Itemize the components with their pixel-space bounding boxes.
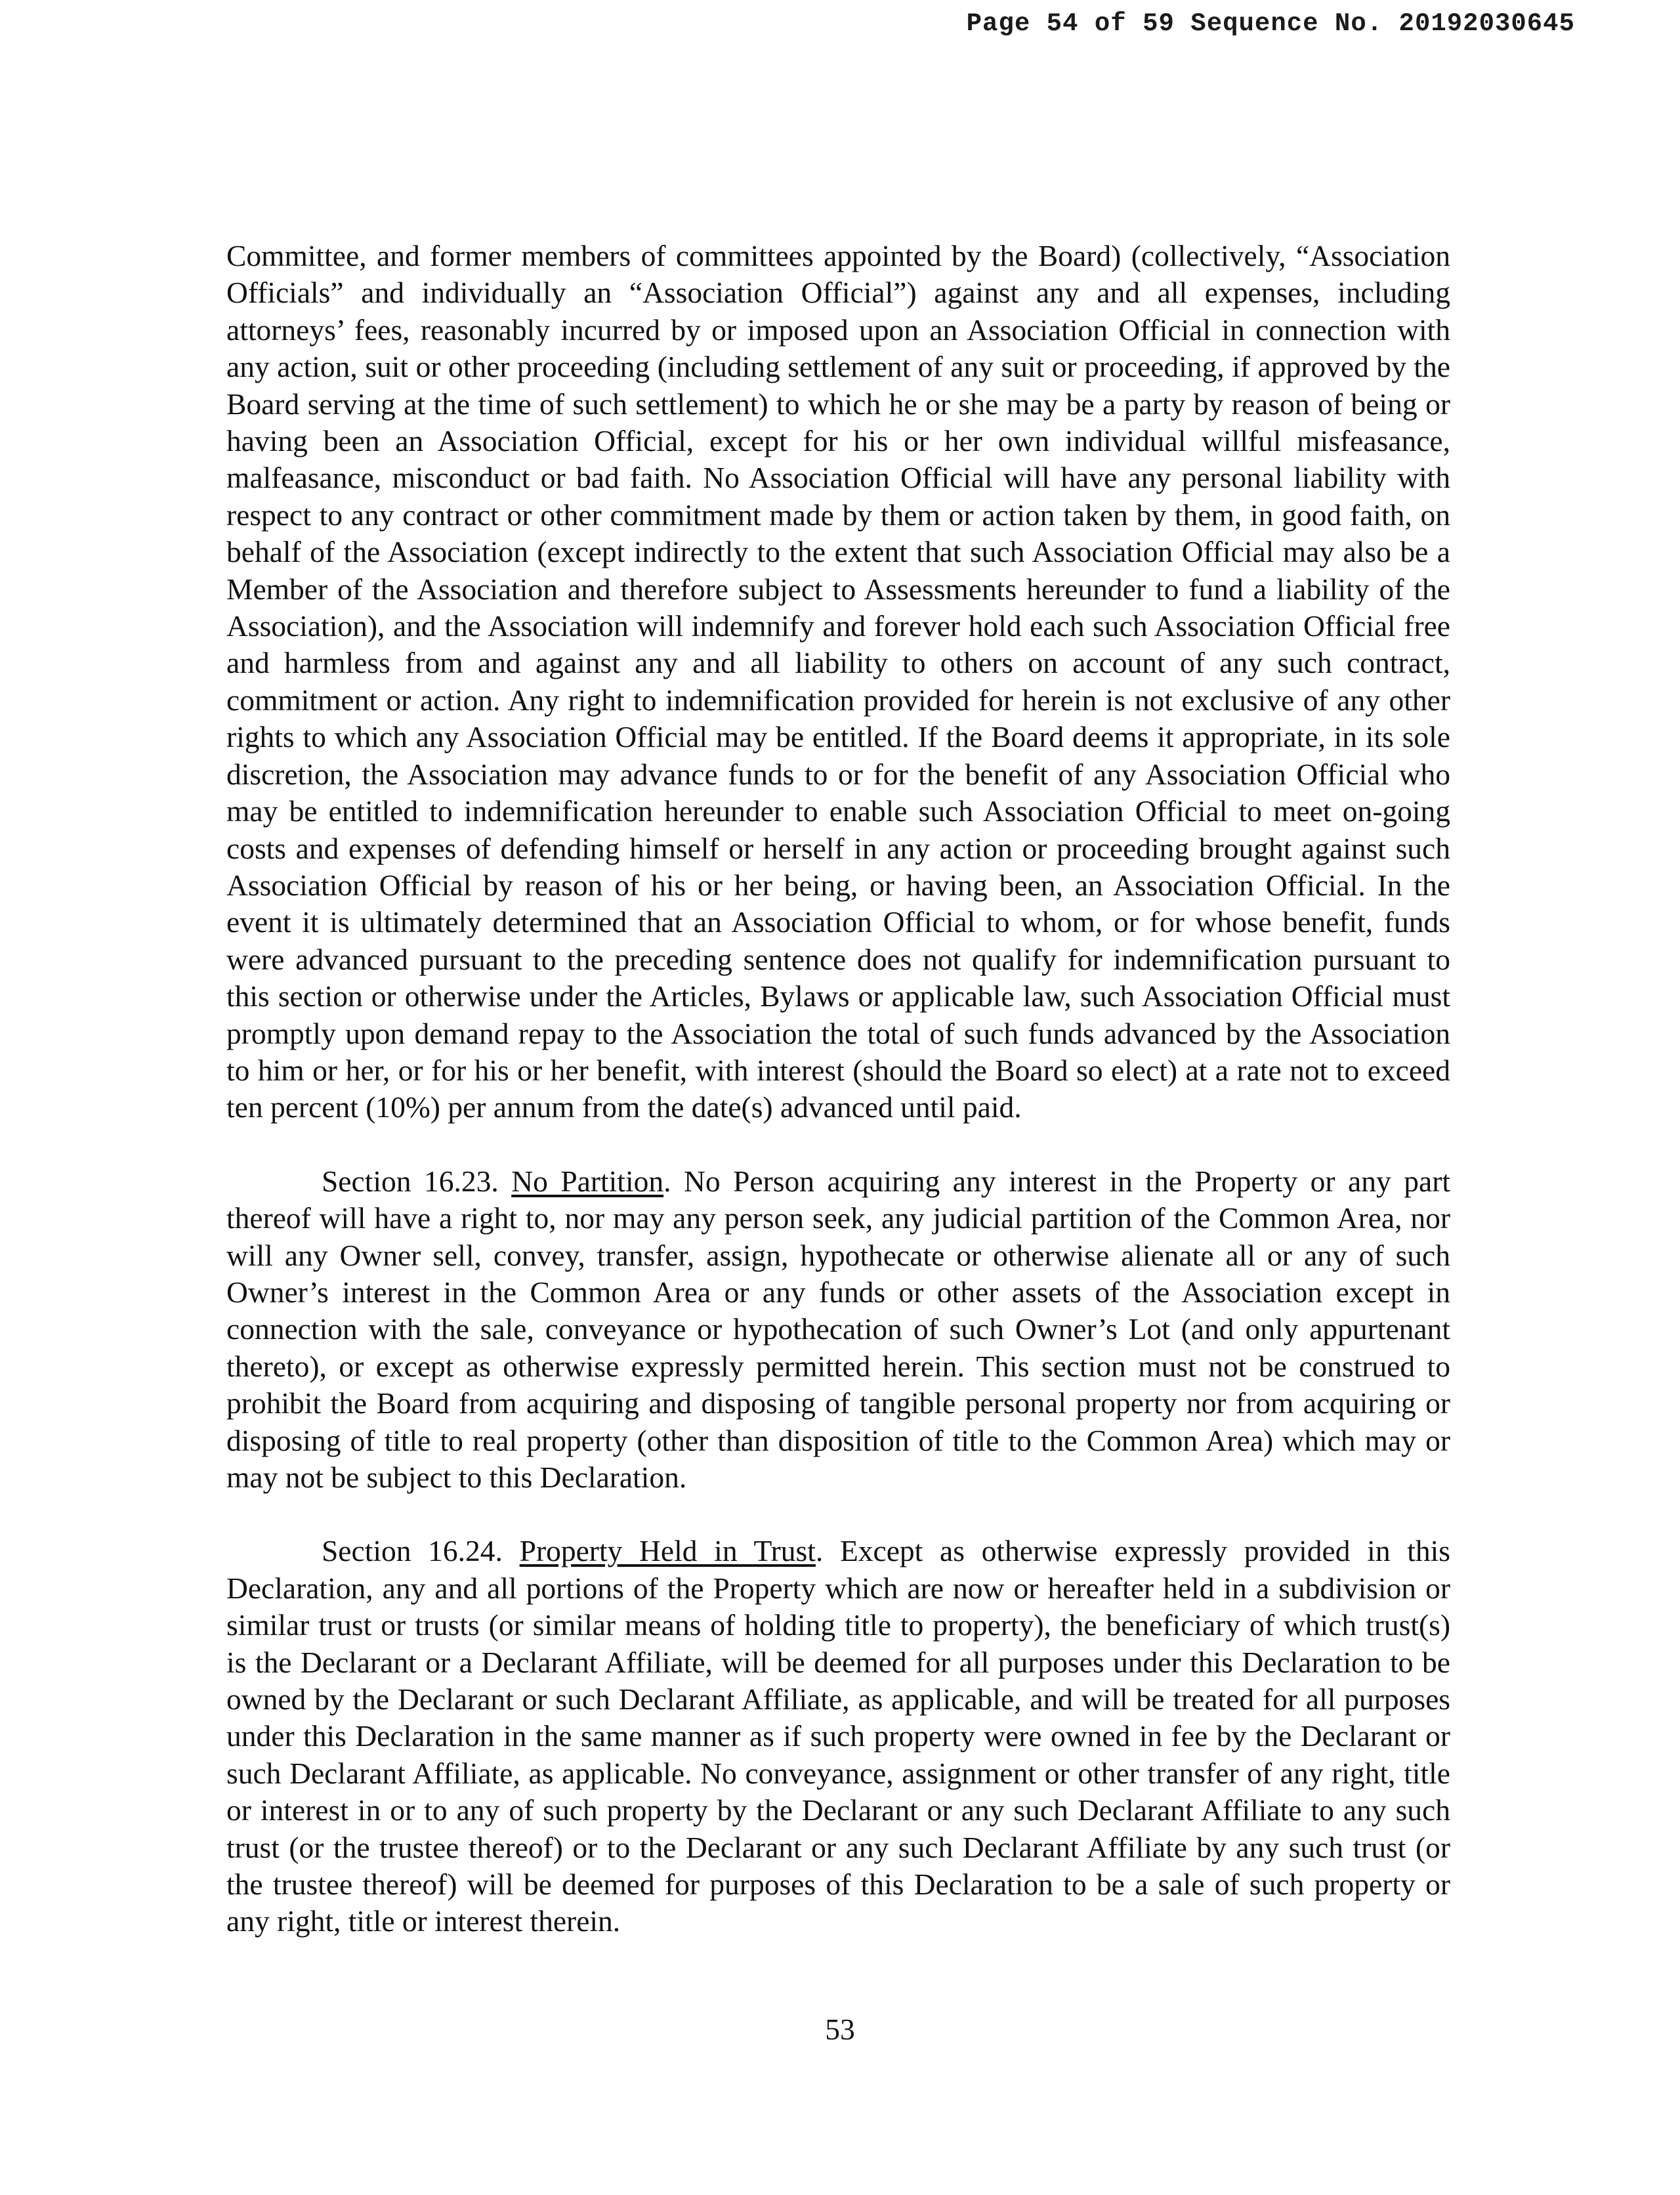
document-body <box>226 238 1450 1977</box>
section-heading-property-held-in-trust: Property Held in Trust <box>519 1534 816 1568</box>
page-sequence-header: Page 54 of 59 Sequence No. 20192030645 <box>966 9 1575 38</box>
section-heading-no-partition: No Partition <box>511 1164 664 1198</box>
paragraph-text: . Except as otherwise expressly provided in this Declaration, any and all portions of the Property which are now or hereafter held in a subdivision or similar trust or trusts (or similar means of holding title to property), the beneficiary of which trust(s) is the Declarant or a Declarant Affiliate, will be deemed for all purposes under this Declaration to be owned by the Declarant or such Declarant Affiliate, as applicable, and will be treated for all purposes under this Declaration in the same manner as if such property were owned in fee by the Declarant or such Declarant Affiliate, as applicable. No conveyance, assignment or other transfer of any right, title or interest in or to any of such property by the Declarant or any such Declarant Affiliate to any such trust (or the trustee thereof) or to the Declarant or any such Declarant Affiliate by any such trust (or the trustee thereof) will be deemed for purposes of this Declaration to be a sale of such property or any right, title or interest therein. <box>226 1534 1451 1938</box>
section-16-24-paragraph <box>226 1533 1450 1940</box>
section-16-23-paragraph <box>226 1163 1450 1497</box>
paragraph-indemnification-continued <box>226 238 1450 1126</box>
paragraph-text: . No Person acquiring any interest in the Property or any part thereof will have a right to, nor may any person seek, any judicial partition of the Common Area, nor will any Owner sell, convey, transfer, assign, hypothecate or otherwise alienate all or any of such Owner’s interest in the Common Area or any funds or other assets of the Association except in connection with the sale, conveyance or hypothecation of such Owner’s Lot (and only appurtenant thereto), or except as otherwise expressly permitted herein. This section must not be construed to prohibit the Board from acquiring and disposing of tangible personal property nor from acquiring or disposing of title to real property (other than disposition of title to the Common Area) which may or may not be subject to this Declaration. <box>226 1164 1450 1494</box>
paragraph-text: Committee, and former members of committees appointed by the Board) (collectively, “Association Officials” and individually an “Association Official”) against any and all expenses, including attorneys’ fees, reasonably incurred by or imposed upon an Association Official in connection with any action, suit or other proceeding (including settlement of any suit or proceeding, if approved by the Board serving at the time of such settlement) to which he or she may be a party by reason of being or having been an Association Official, except for his or her own individual willful misfeasance, malfeasance, misconduct or bad faith. No Association Official will have any personal liability with respect to any contract or other commitment made by them or action taken by them, in good faith, on behalf of the Association (except indirectly to the extent that such Association Official may also be a Member of the Association and therefore subject to Assessments hereunder to fund a liability of the Association), and the Association will indemnify and forever hold each such Association Official free and harmless from and against any and all liability to others on account of any such contract, commitment or action. Any right to indemnification provided for herein is not exclusive of any other rights to which any Association Official may be entitled. If the Board deems it appropriate, in its sole discretion, the Association may advance funds to or for the benefit of any Association Official who may be entitled to indemnification hereunder to enable such Association Official to meet on-going costs and expenses of defending himself or herself in any action or proceeding brought against such Association Official by reason of his or her being, or having been, an Association Official. In the event it is ultimately determined that an Association Official to whom, or for whose benefit, funds were advanced pursuant to the preceding sentence does not qualify for indemnification pursuant to this section or otherwise under the Articles, Bylaws or applicable law, such Association Official must promptly upon demand repay to the Association the total of such funds advanced by the Association to him or her, or for his or her benefit, with interest (should the Board so elect) at a rate not to exceed ten percent (10%) per annum from the date(s) advanced until paid. <box>226 239 1450 1124</box>
section-number: Section 16.23. <box>322 1164 512 1198</box>
section-number: Section 16.24. <box>322 1534 520 1568</box>
page-number: 53 <box>825 2013 855 2046</box>
